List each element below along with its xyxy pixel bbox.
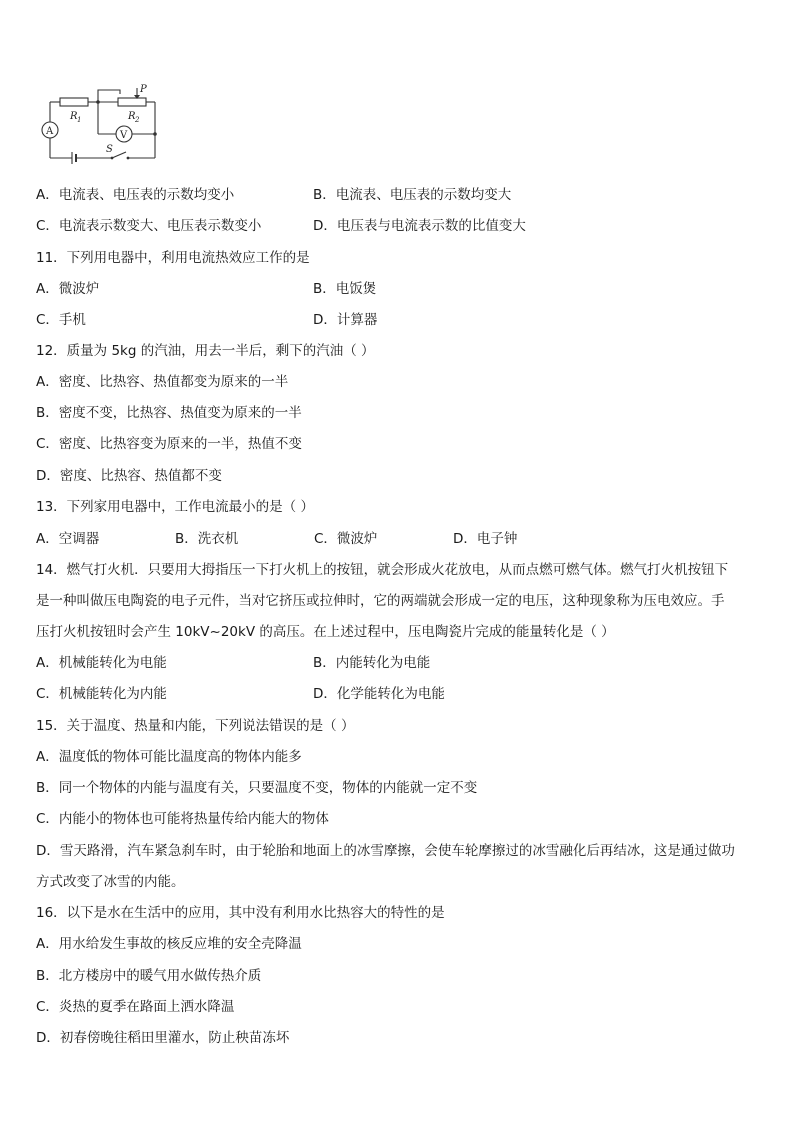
q15-option-b: B．同一个物体的内能与温度有关，只要温度不变，物体的内能就一定不变 xyxy=(36,780,478,796)
r1-sub: 1 xyxy=(77,116,82,124)
q13-option-a: A．空调器 xyxy=(36,531,100,547)
switch-label: S xyxy=(106,144,113,155)
q14-stem-line3: 压打火机按钮时会产生 10kV~20kV 的高压。在上述过程中，压电陶瓷片完成的能量转化是（ ） xyxy=(36,624,615,640)
q12-option-c: C．密度、比热容变为原来的一半，热值不变 xyxy=(36,436,302,452)
voltmeter-label: V xyxy=(120,130,128,141)
q12-option-d: D．密度、比热容、热值都不变 xyxy=(36,468,222,484)
circuit-diagram xyxy=(40,82,170,167)
q12-stem: 12．质量为 5kg 的汽油，用去一半后，剩下的汽油（ ） xyxy=(36,343,375,359)
q10-option-b: B．电流表、电压表的示数均变大 xyxy=(313,187,512,203)
q10-option-c: C．电流表示数变大、电压表示数变小 xyxy=(36,218,262,234)
q16-option-c: C．炎热的夏季在路面上洒水降温 xyxy=(36,999,235,1015)
r2-label: R xyxy=(128,111,136,122)
q10-option-d: D．电压表与电流表示数的比值变大 xyxy=(313,218,526,234)
q16-stem: 16．以下是水在生活中的应用，其中没有利用水比热容大的特性的是 xyxy=(36,905,445,921)
q16-option-d: D．初春傍晚往稻田里灌水，防止秧苗冻坏 xyxy=(36,1030,290,1046)
q12-option-b: B．密度不变，比热容、热值变为原来的一半 xyxy=(36,405,302,421)
q16-option-b: B．北方楼房中的暖气用水做传热介质 xyxy=(36,968,262,984)
q13-stem: 13．下列家用电器中，工作电流最小的是（ ） xyxy=(36,499,314,515)
q11-stem: 11．下列用电器中，利用电流热效应工作的是 xyxy=(36,250,310,266)
q12-option-a: A．密度、比热容、热值都变为原来的一半 xyxy=(36,374,289,390)
q15-option-c: C．内能小的物体也可能将热量传给内能大的物体 xyxy=(36,811,329,827)
q15-stem: 15．关于温度、热量和内能，下列说法错误的是（ ） xyxy=(36,718,355,734)
q11-option-a: A．微波炉 xyxy=(36,281,100,297)
q14-option-c: C．机械能转化为内能 xyxy=(36,686,167,702)
q14-stem-line1: 14．燃气打火机．只要用大拇指压一下打火机上的按钮，就会形成火花放电，从而点燃可燃气体。燃气打火机按钮下 xyxy=(36,562,729,578)
q14-option-a: A．机械能转化为电能 xyxy=(36,655,167,671)
q16-option-a: A．用水给发生事故的核反应堆的安全壳降温 xyxy=(36,936,302,952)
q13-option-c: C．微波炉 xyxy=(314,531,378,547)
resistor-r2 xyxy=(118,98,146,106)
q14-stem-line2: 是一种叫做压电陶瓷的电子元件，当对它挤压或拉伸时，它的两端就会形成一定的电压，这种现象称为压电效应。手 xyxy=(36,593,725,609)
q14-option-b: B．内能转化为电能 xyxy=(313,655,431,671)
q11-option-c: C．手机 xyxy=(36,312,86,328)
resistor-r1 xyxy=(60,98,88,106)
q13-option-b: B．洗衣机 xyxy=(175,531,239,547)
ammeter-label: A xyxy=(46,126,54,137)
slider-label: P xyxy=(140,84,147,95)
q11-option-d: D．计算器 xyxy=(313,312,378,328)
q13-option-d: D．电子钟 xyxy=(453,531,518,547)
r1-label: R xyxy=(70,111,78,122)
q14-option-d: D．化学能转化为电能 xyxy=(313,686,445,702)
q15-option-d-line2: 方式改变了冰雪的内能。 xyxy=(36,874,185,890)
q10-option-a: A．电流表、电压表的示数均变小 xyxy=(36,187,235,203)
q11-option-b: B．电饭煲 xyxy=(313,281,377,297)
q15-option-a: A．温度低的物体可能比温度高的物体内能多 xyxy=(36,749,302,765)
r2-sub: 2 xyxy=(135,116,140,124)
q15-option-d-line1: D．雪天路滑，汽车紧急刹车时，由于轮胎和地面上的冰雪摩擦，会使车轮摩擦过的冰雪融化后再结冰，这是通过做功 xyxy=(36,843,735,859)
